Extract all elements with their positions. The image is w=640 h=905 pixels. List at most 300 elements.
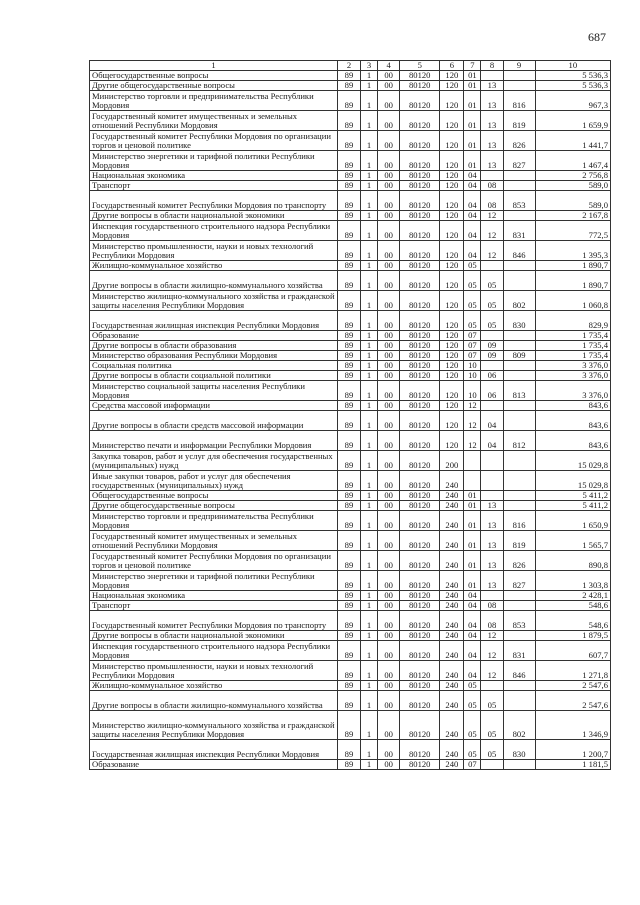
code-cell: 12 bbox=[464, 411, 481, 431]
column-header: 8 bbox=[481, 61, 503, 71]
code-cell: 120 bbox=[440, 81, 464, 91]
table-row bbox=[90, 341, 611, 351]
code-cell: 1 bbox=[361, 191, 378, 211]
code-cell: 01 bbox=[464, 151, 481, 171]
code-cell: 1 bbox=[361, 181, 378, 191]
table-row bbox=[90, 361, 611, 371]
code-cell: 04 bbox=[464, 171, 481, 181]
row-name: Министерство образования Республики Мордовия bbox=[90, 351, 338, 361]
amount-cell: 843,6 bbox=[535, 431, 610, 451]
amount-cell: 1 271,8 bbox=[535, 661, 610, 681]
code-cell: 1 bbox=[361, 611, 378, 631]
code-cell: 80120 bbox=[400, 111, 440, 131]
code-cell: 819 bbox=[503, 531, 535, 551]
code-cell: 89 bbox=[337, 381, 360, 401]
table-row bbox=[90, 211, 611, 221]
code-cell: 89 bbox=[337, 341, 360, 351]
code-cell bbox=[503, 591, 535, 601]
code-cell: 809 bbox=[503, 351, 535, 361]
table-row bbox=[90, 291, 611, 311]
table-row bbox=[90, 760, 611, 770]
code-cell: 05 bbox=[464, 711, 481, 740]
code-cell: 80120 bbox=[400, 531, 440, 551]
code-cell: 1 bbox=[361, 531, 378, 551]
code-cell: 816 bbox=[503, 91, 535, 111]
code-cell: 1 bbox=[361, 311, 378, 331]
row-name: Жилищно-коммунальное хозяйство bbox=[90, 681, 338, 691]
code-cell: 80120 bbox=[400, 171, 440, 181]
table-row bbox=[90, 451, 611, 471]
code-cell: 89 bbox=[337, 601, 360, 611]
code-cell: 89 bbox=[337, 151, 360, 171]
code-cell: 05 bbox=[481, 291, 503, 311]
code-cell: 120 bbox=[440, 291, 464, 311]
code-cell: 240 bbox=[440, 571, 464, 591]
code-cell bbox=[503, 211, 535, 221]
code-cell bbox=[481, 331, 503, 341]
code-cell: 200 bbox=[440, 451, 464, 471]
code-cell: 00 bbox=[378, 511, 400, 531]
code-cell bbox=[503, 681, 535, 691]
code-cell: 01 bbox=[464, 91, 481, 111]
column-number-row bbox=[90, 61, 611, 71]
amount-cell: 1 735,4 bbox=[535, 341, 610, 351]
code-cell: 00 bbox=[378, 381, 400, 401]
code-cell: 120 bbox=[440, 221, 464, 241]
code-cell: 00 bbox=[378, 601, 400, 611]
code-cell bbox=[503, 501, 535, 511]
row-name: Государственный комитет имущественных и земельных отношений Республики Мордовия bbox=[90, 111, 338, 131]
code-cell bbox=[481, 491, 503, 501]
code-cell: 80120 bbox=[400, 241, 440, 261]
code-cell: 120 bbox=[440, 331, 464, 341]
code-cell bbox=[503, 601, 535, 611]
row-name: Образование bbox=[90, 760, 338, 770]
code-cell: 89 bbox=[337, 311, 360, 331]
row-name: Транспорт bbox=[90, 601, 338, 611]
code-cell: 00 bbox=[378, 641, 400, 661]
code-cell: 12 bbox=[481, 241, 503, 261]
code-cell: 816 bbox=[503, 511, 535, 531]
amount-cell: 2 547,6 bbox=[535, 681, 610, 691]
row-name: Государственный комитет Республики Мордовия по транспорту bbox=[90, 611, 338, 631]
code-cell: 04 bbox=[464, 631, 481, 641]
code-cell: 89 bbox=[337, 740, 360, 760]
code-cell: 240 bbox=[440, 681, 464, 691]
column-header: 3 bbox=[361, 61, 378, 71]
budget-table bbox=[89, 60, 611, 770]
code-cell: 80120 bbox=[400, 551, 440, 571]
row-name: Иные закупки товаров, работ и услуг для обеспечения государственных (муниципальных) нужд bbox=[90, 471, 338, 491]
table-row bbox=[90, 531, 611, 551]
code-cell: 1 bbox=[361, 711, 378, 740]
column-header: 7 bbox=[464, 61, 481, 71]
table-row bbox=[90, 331, 611, 341]
code-cell: 826 bbox=[503, 131, 535, 151]
code-cell: 89 bbox=[337, 711, 360, 740]
code-cell: 06 bbox=[481, 371, 503, 381]
code-cell: 80120 bbox=[400, 351, 440, 361]
code-cell: 05 bbox=[464, 311, 481, 331]
amount-cell: 15 029,8 bbox=[535, 471, 610, 491]
table-row bbox=[90, 501, 611, 511]
table-row bbox=[90, 691, 611, 711]
amount-cell: 607,7 bbox=[535, 641, 610, 661]
table-row bbox=[90, 740, 611, 760]
code-cell: 04 bbox=[464, 191, 481, 211]
code-cell: 09 bbox=[481, 351, 503, 361]
code-cell: 819 bbox=[503, 111, 535, 131]
code-cell: 04 bbox=[481, 411, 503, 431]
amount-cell: 1 735,4 bbox=[535, 351, 610, 361]
amount-cell: 843,6 bbox=[535, 401, 610, 411]
code-cell: 89 bbox=[337, 531, 360, 551]
code-cell: 08 bbox=[481, 191, 503, 211]
code-cell: 89 bbox=[337, 91, 360, 111]
code-cell: 1 bbox=[361, 591, 378, 601]
table-row bbox=[90, 631, 611, 641]
amount-cell: 548,6 bbox=[535, 601, 610, 611]
amount-cell: 1 303,8 bbox=[535, 571, 610, 591]
code-cell: 89 bbox=[337, 191, 360, 211]
code-cell: 05 bbox=[464, 681, 481, 691]
code-cell: 1 bbox=[361, 351, 378, 361]
row-name: Министерство промышленности, науки и новых технологий Республики Мордовия bbox=[90, 661, 338, 681]
code-cell: 1 bbox=[361, 221, 378, 241]
code-cell: 04 bbox=[464, 611, 481, 631]
code-cell: 05 bbox=[464, 691, 481, 711]
code-cell: 89 bbox=[337, 291, 360, 311]
code-cell: 89 bbox=[337, 431, 360, 451]
amount-cell: 3 376,0 bbox=[535, 371, 610, 381]
code-cell: 00 bbox=[378, 451, 400, 471]
amount-cell: 5 411,2 bbox=[535, 501, 610, 511]
amount-cell: 1 659,9 bbox=[535, 111, 610, 131]
amount-cell: 1 395,3 bbox=[535, 241, 610, 261]
row-name: Общегосударственные вопросы bbox=[90, 71, 338, 81]
amount-cell: 5 411,2 bbox=[535, 491, 610, 501]
code-cell: 01 bbox=[464, 71, 481, 81]
code-cell: 1 bbox=[361, 131, 378, 151]
code-cell: 13 bbox=[481, 511, 503, 531]
code-cell: 80120 bbox=[400, 131, 440, 151]
code-cell: 120 bbox=[440, 181, 464, 191]
row-name: Другие общегосударственные вопросы bbox=[90, 81, 338, 91]
table-row bbox=[90, 401, 611, 411]
code-cell bbox=[481, 71, 503, 81]
table-row bbox=[90, 111, 611, 131]
table-row bbox=[90, 181, 611, 191]
code-cell: 80120 bbox=[400, 221, 440, 241]
row-name: Министерство жилищно-коммунального хозяйства и гражданской защиты населения Республики Мордовия bbox=[90, 291, 338, 311]
code-cell: 00 bbox=[378, 631, 400, 641]
row-name: Инспекция государственного строительного надзора Республики Мордовия bbox=[90, 641, 338, 661]
amount-cell: 1 346,9 bbox=[535, 711, 610, 740]
code-cell: 80120 bbox=[400, 431, 440, 451]
code-cell: 120 bbox=[440, 341, 464, 351]
code-cell: 80120 bbox=[400, 641, 440, 661]
table-row bbox=[90, 151, 611, 171]
code-cell: 80120 bbox=[400, 631, 440, 641]
code-cell: 09 bbox=[481, 341, 503, 351]
table-row bbox=[90, 171, 611, 181]
code-cell: 1 bbox=[361, 381, 378, 401]
code-cell: 89 bbox=[337, 211, 360, 221]
code-cell: 05 bbox=[464, 271, 481, 291]
code-cell: 1 bbox=[361, 431, 378, 451]
code-cell: 89 bbox=[337, 760, 360, 770]
code-cell: 89 bbox=[337, 471, 360, 491]
code-cell: 00 bbox=[378, 341, 400, 351]
code-cell: 120 bbox=[440, 361, 464, 371]
code-cell: 89 bbox=[337, 271, 360, 291]
code-cell: 04 bbox=[464, 601, 481, 611]
code-cell: 240 bbox=[440, 691, 464, 711]
code-cell: 04 bbox=[464, 661, 481, 681]
code-cell: 00 bbox=[378, 211, 400, 221]
code-cell: 01 bbox=[464, 81, 481, 91]
row-name: Другие вопросы в области жилищно-коммунального хозяйства bbox=[90, 691, 338, 711]
code-cell: 1 bbox=[361, 151, 378, 171]
row-name: Другие вопросы в области образования bbox=[90, 341, 338, 351]
code-cell: 04 bbox=[464, 241, 481, 261]
row-name: Другие вопросы в области национальной экономики bbox=[90, 211, 338, 221]
code-cell bbox=[481, 401, 503, 411]
code-cell: 80120 bbox=[400, 181, 440, 191]
table-row bbox=[90, 221, 611, 241]
code-cell bbox=[503, 691, 535, 711]
row-name: Образование bbox=[90, 331, 338, 341]
code-cell: 80120 bbox=[400, 271, 440, 291]
code-cell: 10 bbox=[464, 361, 481, 371]
code-cell: 80120 bbox=[400, 601, 440, 611]
code-cell: 89 bbox=[337, 661, 360, 681]
amount-cell: 3 376,0 bbox=[535, 361, 610, 371]
amount-cell: 967,3 bbox=[535, 91, 610, 111]
code-cell: 89 bbox=[337, 551, 360, 571]
column-header: 6 bbox=[440, 61, 464, 71]
column-header: 5 bbox=[400, 61, 440, 71]
code-cell: 89 bbox=[337, 371, 360, 381]
code-cell: 05 bbox=[464, 261, 481, 271]
code-cell: 00 bbox=[378, 261, 400, 271]
code-cell: 00 bbox=[378, 491, 400, 501]
code-cell: 13 bbox=[481, 571, 503, 591]
table-body bbox=[90, 71, 611, 770]
code-cell: 1 bbox=[361, 341, 378, 351]
code-cell: 80120 bbox=[400, 611, 440, 631]
code-cell: 120 bbox=[440, 431, 464, 451]
code-cell: 1 bbox=[361, 411, 378, 431]
code-cell: 00 bbox=[378, 241, 400, 261]
row-name: Другие вопросы в области национальной экономики bbox=[90, 631, 338, 641]
code-cell: 120 bbox=[440, 171, 464, 181]
code-cell: 89 bbox=[337, 171, 360, 181]
code-cell bbox=[464, 471, 481, 491]
code-cell: 80120 bbox=[400, 451, 440, 471]
code-cell: 846 bbox=[503, 661, 535, 681]
code-cell: 80120 bbox=[400, 471, 440, 491]
code-cell: 89 bbox=[337, 631, 360, 641]
code-cell: 13 bbox=[481, 531, 503, 551]
code-cell: 89 bbox=[337, 221, 360, 241]
code-cell: 00 bbox=[378, 351, 400, 361]
code-cell: 240 bbox=[440, 591, 464, 601]
amount-cell: 1 879,5 bbox=[535, 631, 610, 641]
code-cell: 07 bbox=[464, 760, 481, 770]
code-cell: 80120 bbox=[400, 331, 440, 341]
code-cell: 120 bbox=[440, 151, 464, 171]
code-cell: 00 bbox=[378, 591, 400, 601]
code-cell: 80120 bbox=[400, 711, 440, 740]
code-cell: 89 bbox=[337, 261, 360, 271]
code-cell bbox=[503, 341, 535, 351]
code-cell: 13 bbox=[481, 81, 503, 91]
code-cell: 80120 bbox=[400, 591, 440, 601]
code-cell: 1 bbox=[361, 511, 378, 531]
code-cell: 89 bbox=[337, 511, 360, 531]
code-cell: 05 bbox=[481, 740, 503, 760]
row-name: Государственный комитет Республики Мордовия по транспорту bbox=[90, 191, 338, 211]
table-row bbox=[90, 191, 611, 211]
code-cell: 12 bbox=[481, 221, 503, 241]
code-cell: 1 bbox=[361, 681, 378, 691]
amount-cell: 1 200,7 bbox=[535, 740, 610, 760]
code-cell bbox=[503, 631, 535, 641]
row-name: Министерство социальной защиты населения Республики Мордовия bbox=[90, 381, 338, 401]
code-cell: 00 bbox=[378, 531, 400, 551]
code-cell: 80120 bbox=[400, 71, 440, 81]
code-cell: 12 bbox=[481, 661, 503, 681]
table-row bbox=[90, 601, 611, 611]
code-cell: 80120 bbox=[400, 311, 440, 331]
code-cell: 00 bbox=[378, 760, 400, 770]
code-cell: 1 bbox=[361, 471, 378, 491]
amount-cell: 2 167,8 bbox=[535, 211, 610, 221]
code-cell: 830 bbox=[503, 740, 535, 760]
code-cell: 12 bbox=[481, 641, 503, 661]
code-cell: 120 bbox=[440, 191, 464, 211]
table-row bbox=[90, 241, 611, 261]
column-header: 1 bbox=[90, 61, 338, 71]
code-cell bbox=[503, 271, 535, 291]
row-name: Общегосударственные вопросы bbox=[90, 491, 338, 501]
code-cell: 00 bbox=[378, 181, 400, 191]
amount-cell: 890,8 bbox=[535, 551, 610, 571]
code-cell: 01 bbox=[464, 531, 481, 551]
code-cell bbox=[481, 760, 503, 770]
code-cell: 00 bbox=[378, 571, 400, 591]
amount-cell: 1 650,9 bbox=[535, 511, 610, 531]
code-cell: 120 bbox=[440, 131, 464, 151]
table-row bbox=[90, 71, 611, 81]
table-row bbox=[90, 311, 611, 331]
code-cell: 89 bbox=[337, 571, 360, 591]
code-cell: 04 bbox=[481, 431, 503, 451]
row-name: Министерство энергетики и тарифной политики Республики Мордовия bbox=[90, 151, 338, 171]
code-cell: 1 bbox=[361, 291, 378, 311]
amount-cell: 1 890,7 bbox=[535, 261, 610, 271]
code-cell: 240 bbox=[440, 711, 464, 740]
code-cell: 80120 bbox=[400, 261, 440, 271]
code-cell: 1 bbox=[361, 271, 378, 291]
code-cell: 240 bbox=[440, 641, 464, 661]
code-cell: 120 bbox=[440, 261, 464, 271]
code-cell: 04 bbox=[464, 221, 481, 241]
code-cell: 802 bbox=[503, 291, 535, 311]
code-cell: 12 bbox=[464, 431, 481, 451]
code-cell: 08 bbox=[481, 181, 503, 191]
amount-cell: 2 756,8 bbox=[535, 171, 610, 181]
code-cell: 12 bbox=[481, 631, 503, 641]
code-cell: 80120 bbox=[400, 291, 440, 311]
code-cell: 853 bbox=[503, 611, 535, 631]
code-cell: 89 bbox=[337, 491, 360, 501]
code-cell: 13 bbox=[481, 131, 503, 151]
code-cell: 13 bbox=[481, 151, 503, 171]
code-cell bbox=[481, 591, 503, 601]
row-name: Социальная политика bbox=[90, 361, 338, 371]
code-cell: 10 bbox=[464, 371, 481, 381]
code-cell bbox=[481, 171, 503, 181]
code-cell: 80120 bbox=[400, 760, 440, 770]
code-cell: 1 bbox=[361, 211, 378, 221]
code-cell: 13 bbox=[481, 111, 503, 131]
code-cell: 240 bbox=[440, 551, 464, 571]
code-cell: 01 bbox=[464, 131, 481, 151]
code-cell: 00 bbox=[378, 371, 400, 381]
code-cell: 831 bbox=[503, 641, 535, 661]
code-cell: 00 bbox=[378, 740, 400, 760]
column-header: 10 bbox=[535, 61, 610, 71]
code-cell: 06 bbox=[481, 381, 503, 401]
code-cell: 240 bbox=[440, 501, 464, 511]
code-cell: 80120 bbox=[400, 661, 440, 681]
code-cell: 00 bbox=[378, 711, 400, 740]
code-cell: 240 bbox=[440, 511, 464, 531]
table-row bbox=[90, 471, 611, 491]
row-name: Жилищно-коммунальное хозяйство bbox=[90, 261, 338, 271]
code-cell: 831 bbox=[503, 221, 535, 241]
code-cell: 01 bbox=[464, 511, 481, 531]
code-cell: 240 bbox=[440, 471, 464, 491]
amount-cell: 1 467,4 bbox=[535, 151, 610, 171]
code-cell: 80120 bbox=[400, 691, 440, 711]
code-cell bbox=[481, 451, 503, 471]
code-cell: 80120 bbox=[400, 361, 440, 371]
code-cell: 13 bbox=[481, 91, 503, 111]
code-cell: 00 bbox=[378, 691, 400, 711]
row-name: Министерство жилищно-коммунального хозяйства и гражданской защиты населения Республики Мордовия bbox=[90, 711, 338, 740]
code-cell: 89 bbox=[337, 611, 360, 631]
table-row bbox=[90, 371, 611, 381]
table-row bbox=[90, 711, 611, 740]
code-cell: 240 bbox=[440, 491, 464, 501]
table-row bbox=[90, 611, 611, 631]
code-cell: 1 bbox=[361, 740, 378, 760]
code-cell: 00 bbox=[378, 221, 400, 241]
code-cell: 1 bbox=[361, 111, 378, 131]
code-cell: 826 bbox=[503, 551, 535, 571]
code-cell: 812 bbox=[503, 431, 535, 451]
code-cell: 89 bbox=[337, 641, 360, 661]
code-cell: 80120 bbox=[400, 81, 440, 91]
code-cell: 240 bbox=[440, 740, 464, 760]
code-cell: 1 bbox=[361, 631, 378, 641]
row-name: Другие общегосударственные вопросы bbox=[90, 501, 338, 511]
amount-cell: 2 428,1 bbox=[535, 591, 610, 601]
code-cell: 1 bbox=[361, 601, 378, 611]
